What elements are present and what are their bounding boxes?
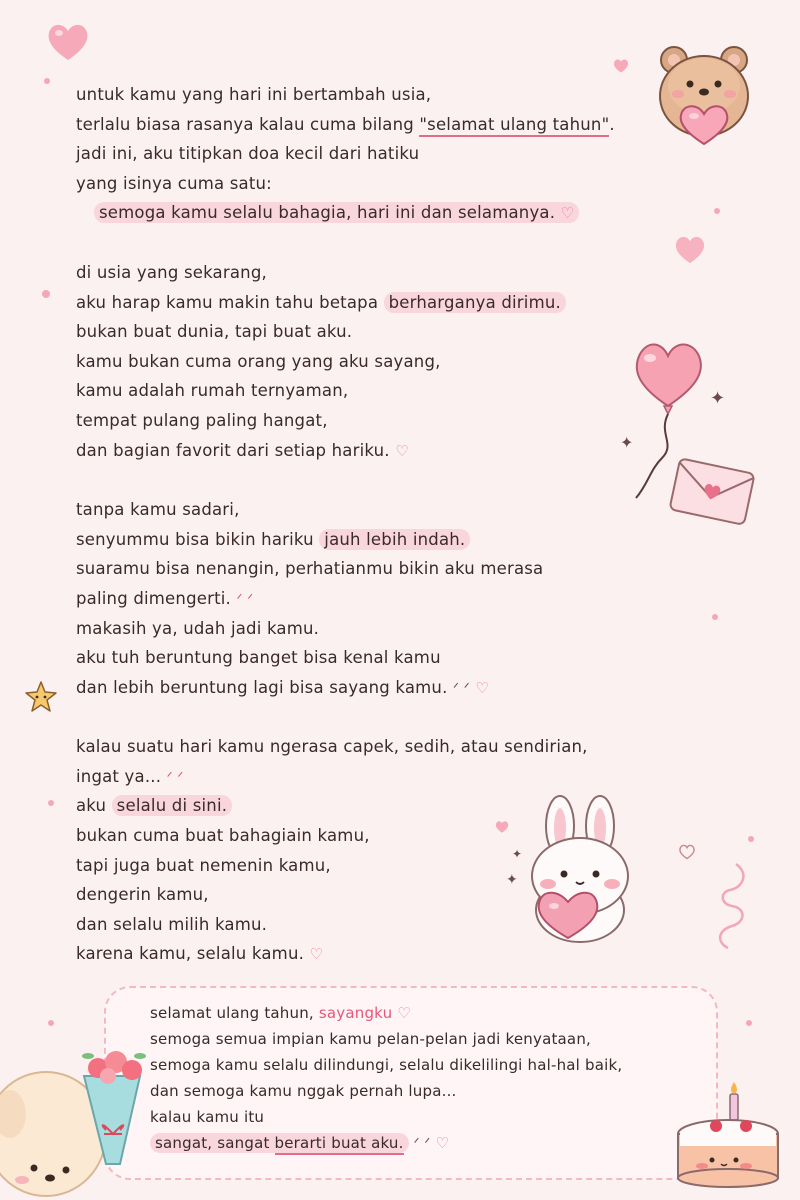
birthday-poem xyxy=(76,80,676,969)
heart-icon: ♡ xyxy=(309,945,324,964)
decor-dot xyxy=(748,836,754,842)
flower-bouquet-icon xyxy=(70,1046,156,1170)
poem-text: dan lebih beruntung lagi bisa sayang kamu. xyxy=(76,677,448,697)
poem-line: aku tuh beruntung banget bisa kenal kamu xyxy=(76,648,441,668)
poem-line xyxy=(76,791,676,821)
poem-line: tapi juga buat nemenin kamu, xyxy=(76,855,331,875)
note-line: dan semoga kamu nggak pernah lupa... xyxy=(150,1082,457,1100)
poem-text: . xyxy=(609,114,615,134)
poem-line xyxy=(76,110,676,140)
heart-icon: ♡ xyxy=(435,1134,450,1152)
poem-line: dengerin kamu, xyxy=(76,885,209,905)
note-line xyxy=(150,1130,710,1156)
poem-line: kalau suatu hari kamu ngerasa capek, sedih, atau sendirian, xyxy=(76,737,588,757)
poem-text: ingat ya... xyxy=(76,766,162,786)
sparkle-icon: ᐟ ᐟ xyxy=(236,591,254,608)
poem-line xyxy=(76,673,676,703)
star-icon xyxy=(24,680,58,714)
decor-dot xyxy=(48,1020,54,1026)
heart-icon xyxy=(612,58,630,74)
poem-line: suaramu bisa nenangin, perhatianmu bikin aku merasa xyxy=(76,559,544,579)
love-letter-envelope-icon xyxy=(666,452,762,532)
note-line xyxy=(150,1000,710,1026)
poem-text: dan bagian favorit dari setiap hariku. xyxy=(76,440,390,460)
poem-line: makasih ya, udah jadi kamu. xyxy=(76,618,320,638)
ribbon-swirl-icon xyxy=(706,860,756,950)
poem-text: paling dimengerti. xyxy=(76,588,231,608)
decor-dot xyxy=(42,290,50,298)
sparkle-icon: ᐟ ᐟ xyxy=(452,680,470,697)
poem-line: dan selalu milih kamu. xyxy=(76,914,268,934)
poem-line: bukan cuma buat bahagiain kamu, xyxy=(76,826,370,846)
poem-text: karena kamu, selalu kamu. xyxy=(76,944,305,964)
note-text: sangat, sangat xyxy=(155,1134,275,1152)
heart-icon: ♡ xyxy=(395,441,409,460)
poem-text: aku xyxy=(76,796,112,816)
svg-text:✦: ✦ xyxy=(512,847,523,861)
poem-line xyxy=(76,762,676,792)
poem-line: jadi ini, aku titipkan doa kecil dari hatiku xyxy=(76,144,420,164)
decor-dot xyxy=(714,208,720,214)
sayangku-text: sayangku xyxy=(318,1004,393,1022)
poem-text: semoga kamu selalu bahagia, hari ini dan selamanya. xyxy=(99,203,556,223)
highlighted-phrase: selalu di sini. xyxy=(112,795,233,816)
underlined-phrase: "selamat ulang tahun" xyxy=(419,115,609,137)
highlighted-phrase xyxy=(150,1133,409,1153)
highlighted-phrase: jauh lebih indah. xyxy=(319,529,470,550)
poem-line xyxy=(76,198,676,228)
highlighted-phrase: berharganya dirimu. xyxy=(384,292,566,313)
heart-outline-icon xyxy=(678,844,696,860)
note-line: kalau kamu itu xyxy=(150,1108,265,1126)
sparkle-icon: ᐟ ᐟ xyxy=(166,769,184,786)
poem-line: tempat pulang paling hangat, xyxy=(76,410,328,430)
underlined-phrase: berarti buat aku. xyxy=(275,1134,404,1155)
poem-text: terlalu biasa rasanya kalau cuma bilang xyxy=(76,114,420,134)
heart-icon: ♡ xyxy=(397,1004,411,1022)
poem-line xyxy=(76,525,676,555)
svg-text:✦: ✦ xyxy=(620,433,634,452)
poem-line: tanpa kamu sadari, xyxy=(76,500,240,520)
poem-line xyxy=(76,584,676,614)
poem-text: aku harap kamu makin tahu betapa xyxy=(76,292,384,312)
poem-line: yang isinya cuma satu: xyxy=(76,173,272,193)
poem-line: kamu adalah rumah ternyaman, xyxy=(76,381,349,401)
poem-text: senyummu bisa bikin hariku xyxy=(76,529,320,549)
svg-text:✦: ✦ xyxy=(710,388,726,409)
heart-icon: ♡ xyxy=(475,678,489,697)
highlighted-wish xyxy=(94,202,579,223)
heart-icon xyxy=(44,20,92,64)
heart-icon xyxy=(672,234,708,266)
svg-text:✦: ✦ xyxy=(506,872,518,888)
note-line: semoga kamu selalu dilindungi, selalu dikelilingi hal-hal baik, xyxy=(150,1056,623,1074)
birthday-note xyxy=(150,1000,710,1156)
poem-line xyxy=(76,436,676,466)
decor-dot xyxy=(746,1020,752,1026)
decor-dot xyxy=(44,78,50,84)
sparkle-icon: ᐟ ᐟ xyxy=(413,1136,431,1152)
poem-line: di usia yang sekarang, xyxy=(76,262,267,282)
poem-line xyxy=(76,939,676,969)
decor-dot xyxy=(48,800,54,806)
poem-line: untuk kamu yang hari ini bertambah usia, xyxy=(76,85,432,104)
decor-dot xyxy=(712,614,718,620)
poem-line: kamu bukan cuma orang yang aku sayang, xyxy=(76,351,441,371)
poem-line xyxy=(76,288,676,318)
note-line: semoga semua impian kamu pelan-pelan jadi kenyataan, xyxy=(150,1030,591,1048)
poem-line: bukan buat dunia, tapi buat aku. xyxy=(76,322,353,342)
heart-icon: ♡ xyxy=(560,204,575,223)
note-text: selamat ulang tahun, xyxy=(150,1004,319,1022)
